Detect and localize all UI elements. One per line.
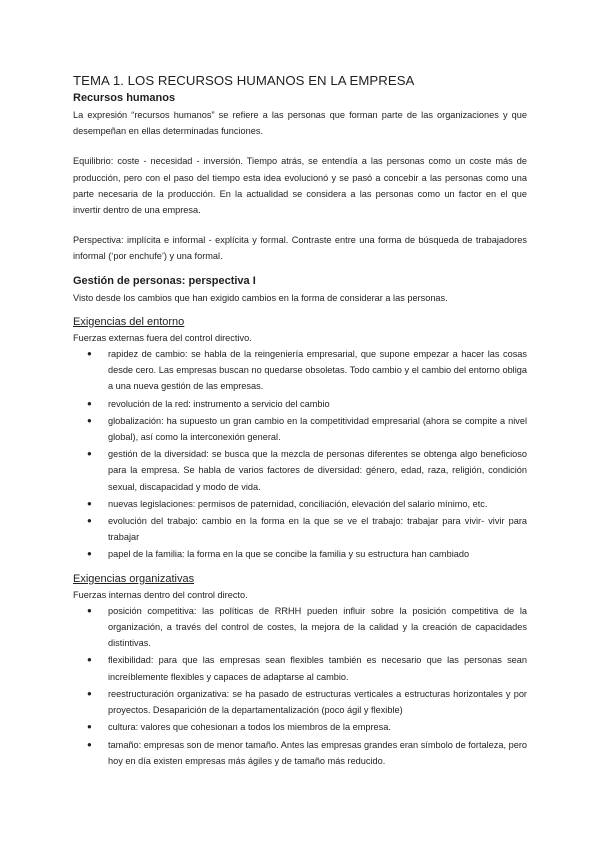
paragraph-definicion: La expresión “recursos humanos” se refiere a las personas que forman parte de las organizaciones y que desempeñan en ellas determinadas funciones. — [73, 110, 527, 137]
list-item: ● papel de la familia: la forma en la que se concibe la familia y su estructura han cambiado — [108, 546, 527, 562]
paragraph-entorno-intro: Fuerzas externas fuera del control directivo. — [73, 332, 252, 343]
bullet-icon: ● — [87, 415, 92, 425]
bullet-icon: ● — [87, 655, 92, 665]
section-heading-exigencias-organizativas: Exigencias organizativas — [73, 572, 195, 585]
bullet-icon: ● — [87, 549, 92, 559]
bullet-icon: ● — [87, 688, 92, 698]
section-heading-exigencias-entorno: Exigencias del entorno — [73, 315, 185, 328]
list-item: ● tamaño: empresas son de menor tamaño. Antes las empresas grandes eran símbolo de fortaleza, pero hoy en día existen empresas más ágiles y de tamaño más reducido. — [108, 737, 527, 769]
section-heading-recursos-humanos: Recursos humanos — [73, 92, 176, 104]
list-item: ● revolución de la red: instrumento a servicio del cambio — [108, 396, 527, 412]
bullet-icon: ● — [87, 722, 92, 732]
bullet-icon: ● — [87, 449, 92, 459]
list-item: ● reestructuración organizativa: se ha pasado de estructuras verticales a estructuras horizontales y por proyectos. Desaparición de la departamentalización (poco ágil y flexible) — [108, 686, 527, 718]
list-exigencias-organizativas — [73, 603, 527, 769]
bullet-icon: ● — [87, 516, 92, 526]
bullet-icon: ● — [87, 349, 92, 359]
list-item: ● globalización: ha supuesto un gran cambio en la competitividad empresarial (ahora se compite a nivel global), así como la interconexión general. — [108, 413, 527, 445]
bullet-icon: ● — [87, 605, 92, 615]
list-item: ● flexibilidad: para que las empresas sean flexibles también es necesario que las personas sean increíblemente flexibles y capaces de adaptarse al cambio. — [108, 652, 527, 684]
bullet-icon: ● — [87, 498, 92, 508]
paragraph-organizativas-intro: Fuerzas internas dentro del control directo. — [73, 589, 248, 600]
paragraph-perspectiva: Perspectiva: implícita e informal - explícita y formal. Contraste entre una forma de búsqueda de trabajadores informal (‘por enchufe’) y una formal. — [73, 235, 527, 262]
list-item: ● evolución del trabajo: cambio en la forma en la que se ve el trabajo: trabajar para vivir- vivir para trabajar — [108, 513, 527, 545]
bullet-icon: ● — [87, 739, 92, 749]
list-item: ● gestión de la diversidad: se busca que la mezcla de personas diferentes se obtenga algo beneficioso para la empresa. Se habla de varios factores de diversidad: género, edad, raza, religión, condición sexual, discapacidad y modo de vida. — [108, 446, 527, 495]
paragraph-gestion-intro: Visto desde los cambios que han exigido cambios en la forma de considerar a las personas. — [73, 292, 448, 303]
list-exigencias-entorno — [73, 346, 527, 563]
section-heading-gestion-personas: Gestión de personas: perspectiva I — [73, 274, 256, 287]
list-item: ● posición competitiva: las políticas de RRHH pueden influir sobre la posición competitiva de la organización, a través del control de costes, la mejora de la calidad y la creación de capacidades distintivas. — [108, 603, 527, 652]
bullet-icon: ● — [87, 398, 92, 408]
list-item: ● nuevas legislaciones: permisos de paternidad, conciliación, elevación del salario mínimo, etc. — [108, 496, 527, 512]
paragraph-equilibrio: Equilibrio: coste - necesidad - inversión. Tiempo atrás, se entendía a las personas como un coste más de producción, pero con el paso del tiempo esta idea evolucionó y se pasó a concebir a las personas como una parte necesaria de la producción. En la actualidad se considera a las personas como un factor en el que invertir dentro de una empresa. — [73, 156, 527, 216]
page-title: TEMA 1. LOS RECURSOS HUMANOS EN LA EMPRESA — [73, 73, 415, 88]
list-item: ● cultura: valores que cohesionan a todos los miembros de la empresa. — [108, 719, 527, 735]
list-item: ● rapidez de cambio: se habla de la reingeniería empresarial, que supone empezar a hacer las cosas desde cero. Las empresas buscan no quedarse obsoletas. Todo cambio y el cambio del entorno obliga a una nueva gestión de las empresas. — [108, 346, 527, 395]
